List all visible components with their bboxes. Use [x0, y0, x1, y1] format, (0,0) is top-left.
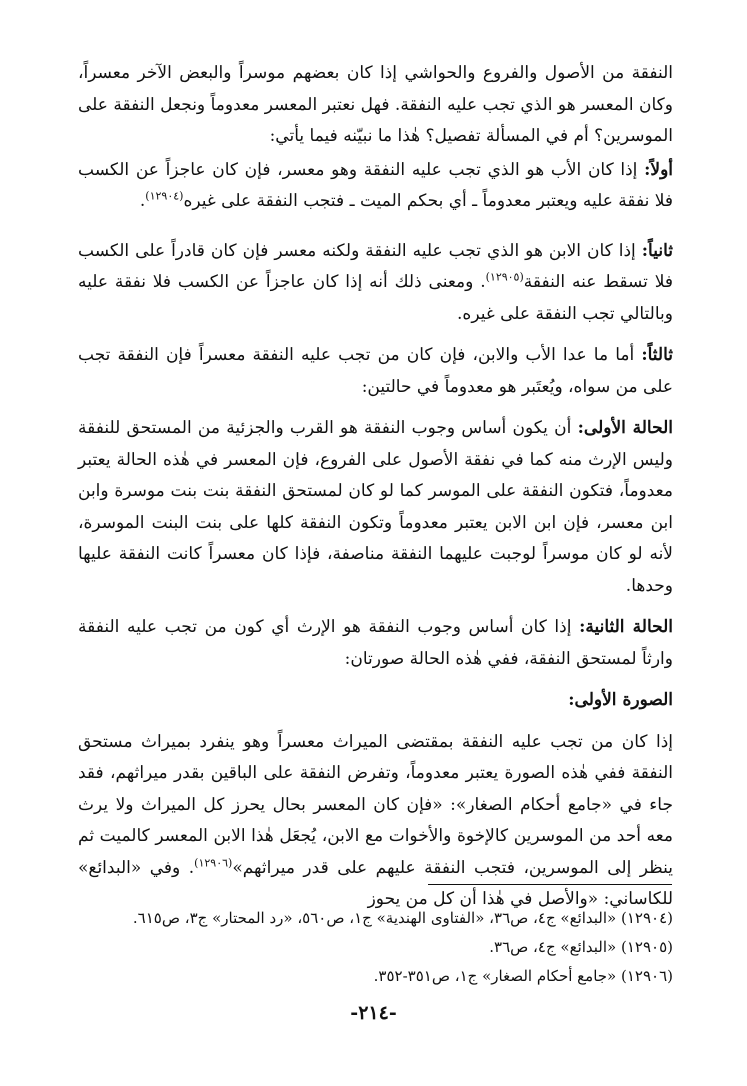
- form-one-heading: الصورة الأولى:: [568, 690, 673, 710]
- footnote-12906: (١٢٩٠٦) «جامع أحكام الصغار» ج١، ص٣٥١-٣٥٢.: [373, 967, 673, 985]
- footnote-12904: (١٢٩٠٤) «البدائع» ج٤، ص٣٦، «الفتاوى الهندية» ج١، ص٥٦٠، «رد المحتار» ج٣، ص٦١٥.: [132, 909, 673, 927]
- first-point-paragraph: [78, 155, 673, 218]
- case-one-paragraph: [78, 413, 673, 602]
- form-one-text-a: إذا كان من تجب عليه النفقة بمقتضى الميراث معسراً وهو ينفرد بميراث مستحق النفقة ففي هٰذه الصورة يعتبر معدوماً، وتفرض النفقة على الباقين بقدر ميراثهم، فقد جاء في «جامع أحكام الصغار»: «فإن كان المعسر بحال يحرز كل الميراث ولا يرث معه أحد من الموسرين كالإخوة والأخوات مع الابن، يُجعَل هٰذا الابن المعسر كالميت ثم ينظر إلى الموسرين، فتجب النفقة عليهم على قدر ميراثهم»: [78, 731, 673, 878]
- footnote-divider: [428, 884, 672, 885]
- case-two-label: الحالة الثانية:: [579, 617, 674, 637]
- case-one-label: الحالة الأولى:: [577, 418, 673, 438]
- second-point-text-a: إذا كان الابن هو الذي تجب عليه النفقة ولكنه معسر فإن كان قادراً على الكسب فلا تسقط عنه النفقة: [78, 240, 673, 292]
- form-one-paragraph: [78, 727, 673, 916]
- intro-text: النفقة من الأصول والفروع والحواشي إذا كان بعضهم موسراً والبعض الآخر معسراً، وكان المعسر هو الذي تجب عليه النفقة. فهل نعتبر المعسر معدوماً ونجعل النفقة على الموسرين؟ أم في المسألة تفصيل؟ هٰذا ما نبيّنه فيما يأتي:: [78, 63, 673, 146]
- first-point-label: أولاً:: [644, 159, 673, 180]
- third-point-label: ثالثاً:: [641, 345, 673, 365]
- form-one-text-b: . وفي «البدائع» للكاساني: «والأصل في هٰذا أن كل من يحوز: [78, 857, 673, 909]
- form-one-heading-paragraph: [78, 685, 673, 717]
- second-point-text-b: . ومعنى ذلك أنه إذا كان عاجزاً عن الكسب فلا نفقة عليه وبالتالي تجب النفقة على غيره.: [78, 272, 673, 324]
- first-point-text: إذا كان الأب هو الذي تجب عليه النفقة وهو معسر، فإن كان عاجزاً عن الكسب فلا نفقة عليه ويعتبر معدوماً ـ أي بحكم الميت ـ فتجب النفقة على غيره: [78, 159, 673, 211]
- page-number: -٢١٤-: [350, 1002, 397, 1024]
- case-one-text: أن يكون أساس وجوب النفقة هو القرب والجزئية من المستحق للنفقة وليس الإرث منه كما في نفقة الأصول على الفروع، فإن المعسر في هٰذه الحالة يعتبر معدوماً، فتكون النفقة على الموسر كما لو كان لمستحق النفقة بنت بنت موسرة وابن ابن معسر، فإن ابن الابن يعتبر معدوماً وتكون النفقة كلها على بنت البنت الموسرة، لأنه لو كان موسراً لوجبت عليهما النفقة مناصفة، فإذا كان معسراً كانت النفقة عليها وحدها.: [78, 418, 673, 596]
- footnote-ref-12906: (١٢٩٠٦): [194, 855, 233, 869]
- footnote-ref-12904: (١٢٩٠٤): [145, 189, 184, 203]
- case-two-text: إذا كان أساس وجوب النفقة هو الإرث أي كون من تجب عليه النفقة وارثاً لمستحق النفقة، ففي هٰذه الحالة صورتان:: [78, 617, 673, 669]
- second-point-label: ثانياً:: [641, 240, 673, 261]
- second-point-paragraph: [78, 236, 673, 331]
- footnotes: [78, 904, 673, 991]
- footnote-ref-12905: (١٢٩٠٥): [485, 270, 524, 284]
- first-point-end: .: [139, 191, 146, 211]
- third-point-text: أما ما عدا الأب والابن، فإن كان من تجب عليه النفقة معسراً فإن النفقة تجب على من سواه، ويُعتَبر هو معدوماً في حالتين:: [78, 345, 673, 397]
- intro-paragraph: [78, 58, 673, 153]
- case-two-paragraph: [78, 612, 673, 675]
- third-point-paragraph: [78, 340, 673, 403]
- footnote-12905: (١٢٩٠٥) «البدائع» ج٤، ص٣٦.: [489, 938, 673, 956]
